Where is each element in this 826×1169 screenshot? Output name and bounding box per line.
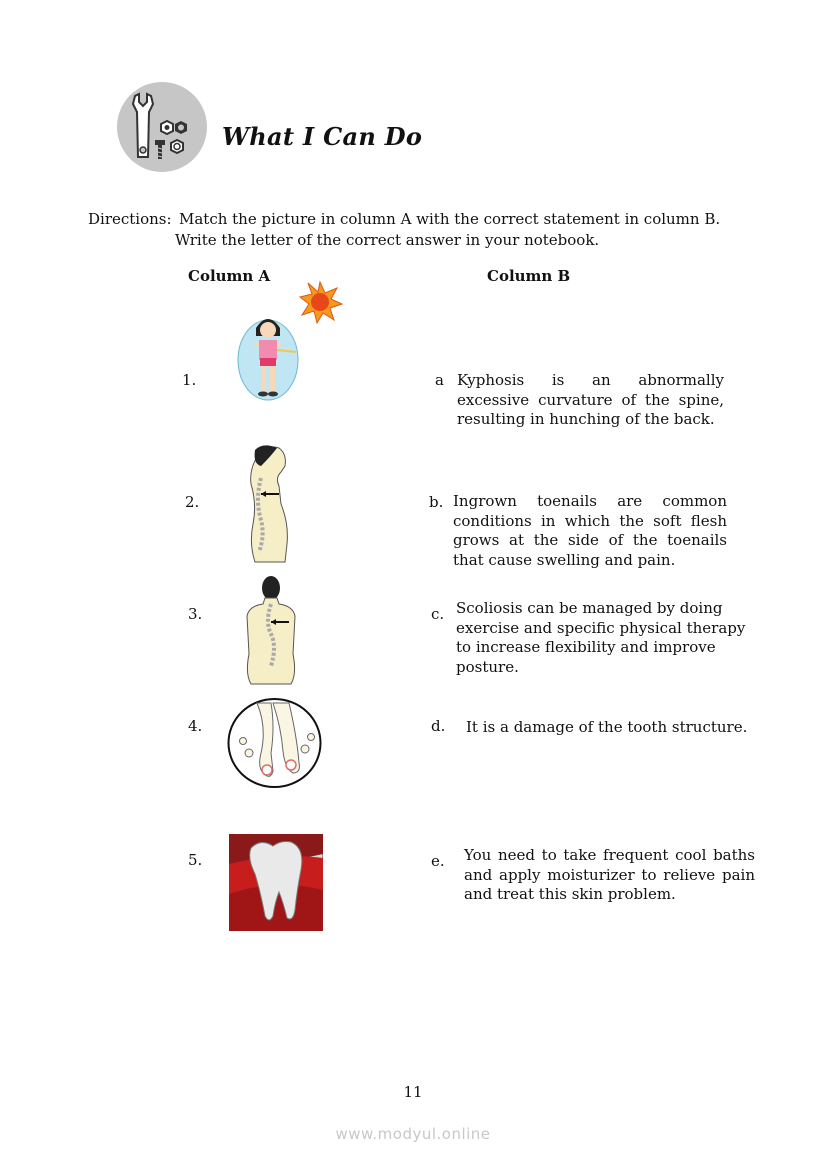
item-number-1: 1. bbox=[182, 371, 197, 389]
directions-label: Directions: bbox=[88, 210, 172, 228]
answer-letter-b: b. bbox=[429, 493, 444, 511]
ingrown-toenails-illustration bbox=[227, 697, 322, 789]
item-number-2: 2. bbox=[185, 493, 200, 511]
tooth-decay-illustration bbox=[229, 834, 323, 931]
item-number-4: 4. bbox=[188, 717, 203, 735]
tools-icon bbox=[117, 82, 207, 172]
answer-statement-b: Ingrown toenails are common conditions in which the soft flesh grows at the side of the toenails that cause swelling and pain. bbox=[453, 492, 727, 569]
directions-line-2: Write the letter of the correct answer in your notebook. bbox=[175, 231, 600, 249]
answer-letter-a: a bbox=[435, 371, 444, 389]
answer-statement-a: Kyphosis is an abnormally excessive curvature of the spine, resulting in hunching of the back. bbox=[457, 371, 724, 428]
page-number: 11 bbox=[403, 1083, 423, 1101]
column-b-header: Column B bbox=[487, 267, 571, 285]
answer-statement-e: You need to take frequent cool baths and apply moisturizer to relieve pain and treat this skin problem. bbox=[464, 846, 755, 903]
girl-in-sun-heat-illustration bbox=[236, 280, 348, 404]
section-title: What I Can Do bbox=[222, 122, 423, 151]
watermark: www.modyul.online bbox=[335, 1125, 491, 1143]
scoliosis-spine-back-view-illustration bbox=[243, 574, 299, 686]
item-number-5: 5. bbox=[188, 851, 203, 869]
answer-letter-c: c. bbox=[431, 605, 445, 623]
item-number-3: 3. bbox=[188, 605, 203, 623]
directions-line-1: Match the picture in column A with the correct statement in column B. bbox=[179, 210, 721, 228]
answer-statement-c: Scoliosis can be managed by doing exercise and specific physical therapy to increase flexibility and improve posture. bbox=[456, 599, 746, 676]
kyphosis-spine-side-view-illustration bbox=[245, 444, 301, 564]
answer-statement-d: It is a damage of the tooth structure. bbox=[466, 718, 748, 736]
answer-letter-e: e. bbox=[431, 852, 445, 870]
answer-letter-d: d. bbox=[431, 717, 446, 735]
column-a-header: Column A bbox=[188, 267, 271, 285]
